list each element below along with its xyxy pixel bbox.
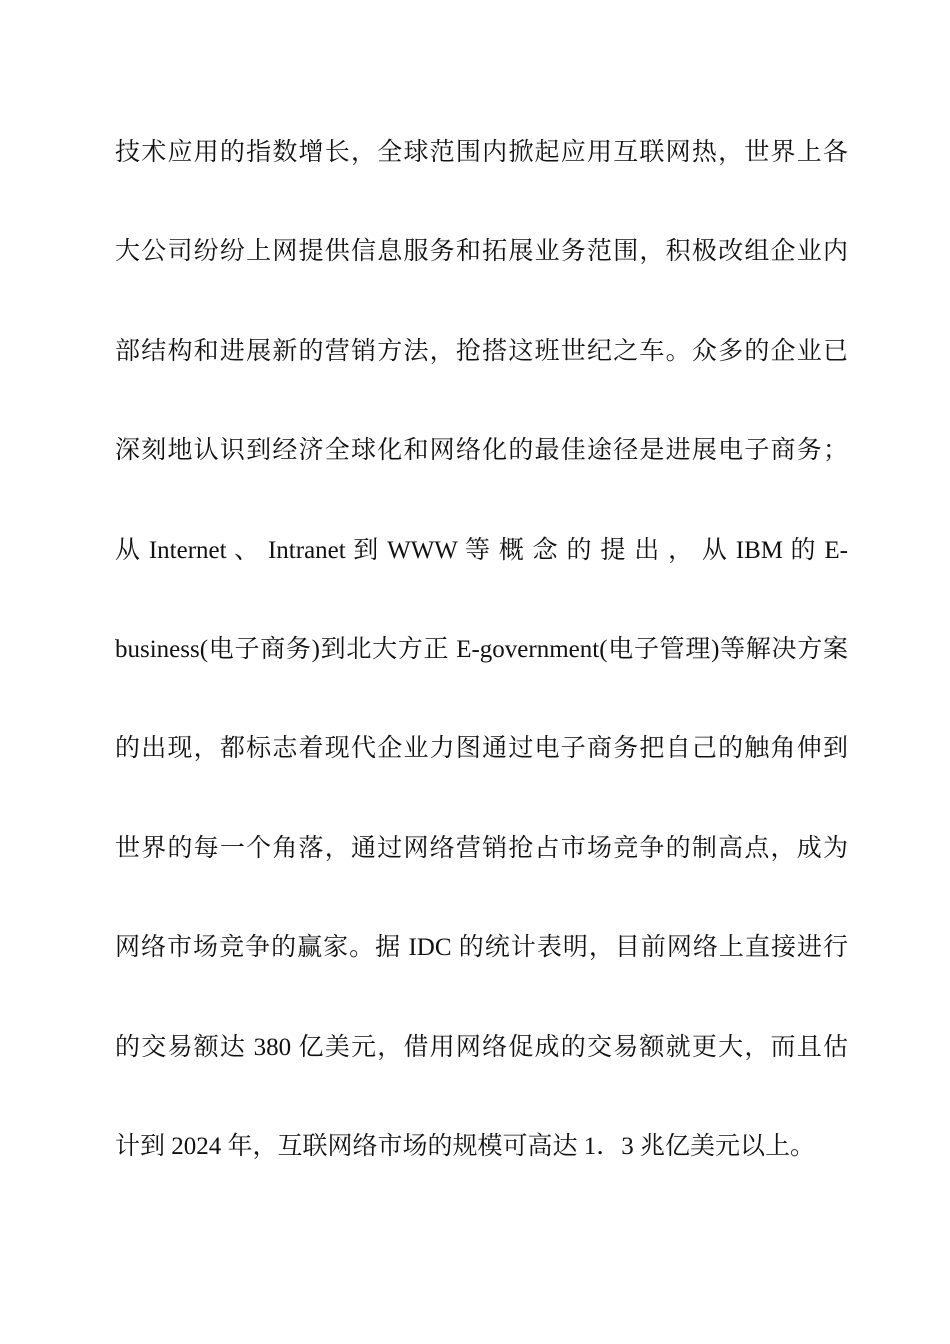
text-line-7: 的出现，都标志着现代企业力图通过电子商务把自己的触角伸到 bbox=[115, 735, 848, 763]
body-paragraph bbox=[115, 127, 848, 1220]
text-line-4: 深刻地认识到经济全球化和网络化的最佳途径是进展电子商务； bbox=[115, 437, 848, 465]
text-line-11: 计到 2024 年，互联网络市场的规模可高达 1．3 兆亿美元以上。 bbox=[115, 1132, 816, 1160]
text-line-3: 部结构和进展新的营销方法，抢搭这班世纪之车。众多的企业已 bbox=[115, 337, 848, 365]
text-line-8: 世界的每一个角落，通过网络营销抢占市场竞争的制高点，成为 bbox=[115, 834, 848, 862]
text-line-1: 技术应用的指数增长，全球范围内掀起应用互联网热，世界上各 bbox=[115, 139, 848, 166]
text-line-5: 从 Internet 、 Intranet 到 WWW 等 概 念 的 提 出 ， 从 IBM 的 E- bbox=[115, 536, 848, 564]
text-line-9: 网络市场竞争的赢家。据 IDC 的统计表明，目前网络上直接进行 bbox=[115, 934, 848, 962]
text-line-2: 大公司纷纷上网提供信息服务和拓展业务范围，积极改组企业内 bbox=[115, 238, 848, 266]
text-line-10: 的交易额达 380 亿美元，借用网络促成的交易额就更大，而且估 bbox=[115, 1033, 848, 1061]
text-line-6: business(电子商务)到北大方正 E-government(电子管理)等解决方案 bbox=[115, 635, 848, 663]
